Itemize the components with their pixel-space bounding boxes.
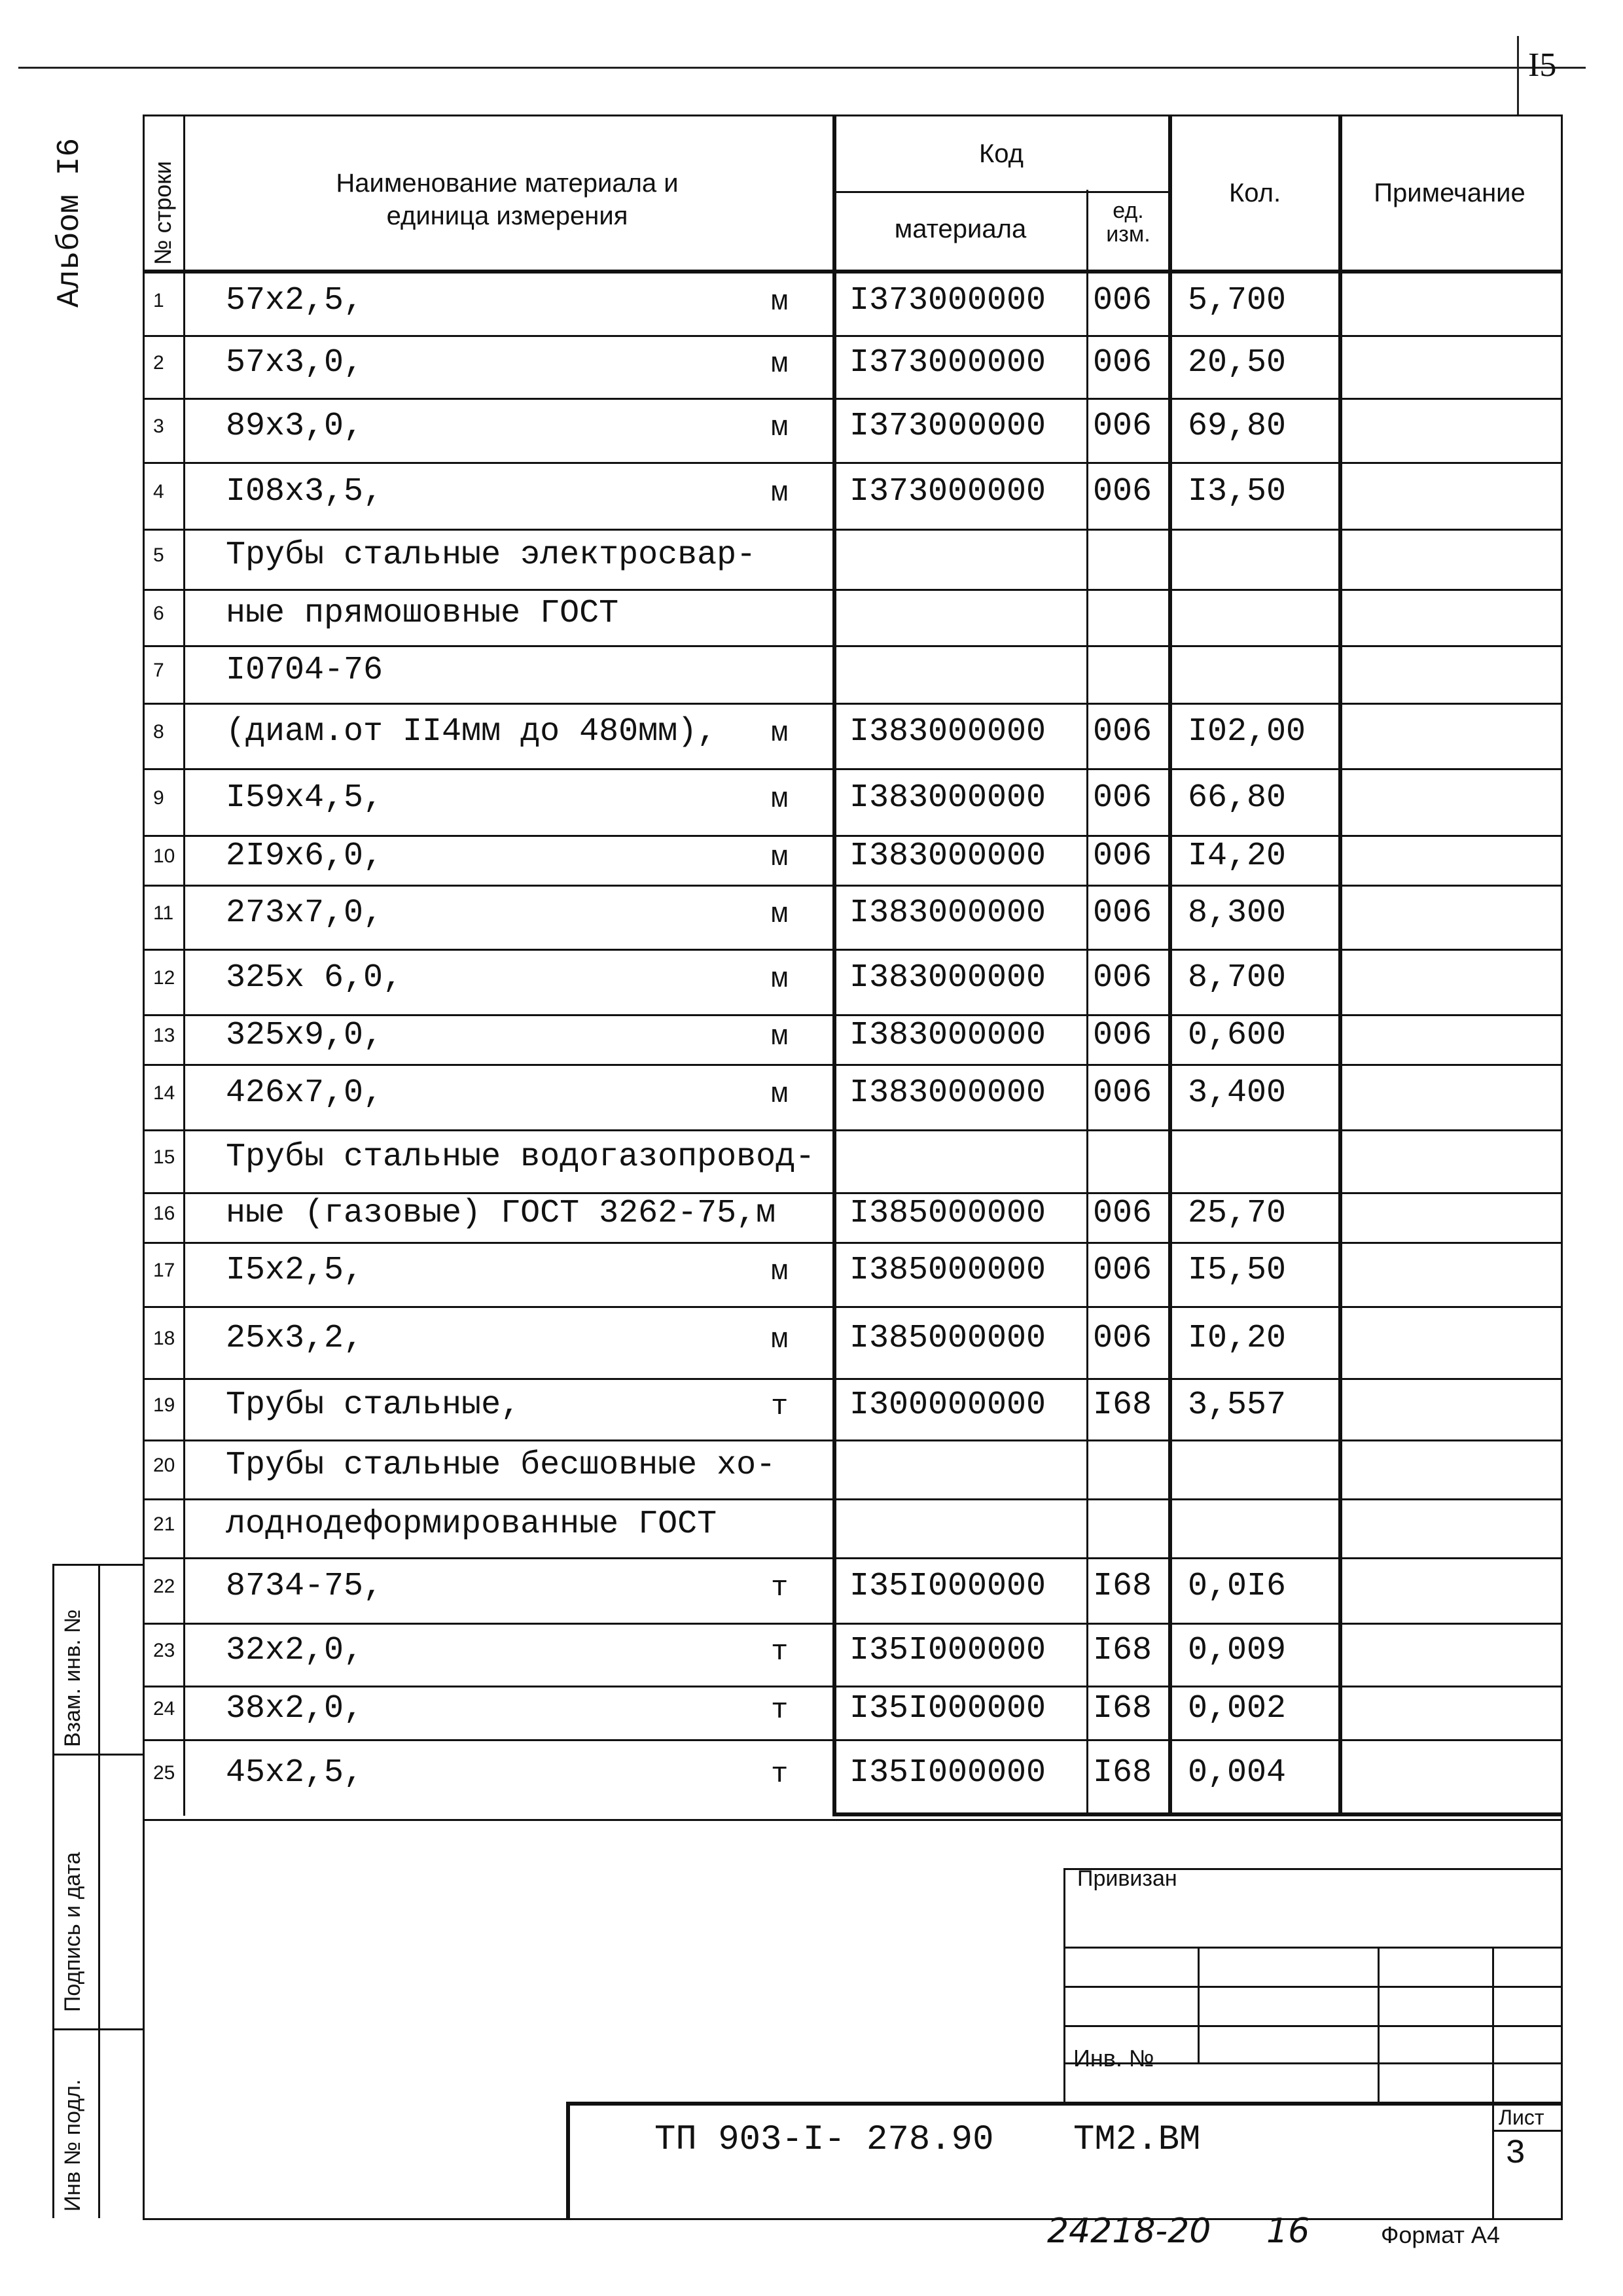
row-divider (143, 1192, 1563, 1194)
vzam-inv-label: Взам. инв. № (60, 1609, 85, 1747)
code-subheader-line (832, 191, 1168, 193)
row-quantity: I3,50 (1188, 473, 1287, 510)
row-material-code: I383000000 (849, 713, 1046, 751)
row-quantity: 66,80 (1188, 779, 1287, 817)
table-top (143, 115, 1563, 116)
header-code-material: материала (894, 215, 1027, 243)
row-divider (143, 462, 1563, 464)
row-divider (143, 1739, 1563, 1741)
row-name: I59x4,5, (226, 779, 383, 817)
row-material-code: I383000000 (849, 779, 1046, 817)
handwritten-number-2: 16 (1266, 2212, 1310, 2251)
row-number: 14 (153, 1082, 175, 1104)
row-name: Трубы стальные электросвар- (226, 537, 757, 574)
row-number: 6 (153, 603, 164, 624)
row-name: 38x2,0, (226, 1690, 364, 1727)
row-unit: т (771, 1758, 789, 1791)
stamp-col-2 (1378, 1947, 1380, 2104)
row-material-code: I383000000 (849, 959, 1046, 997)
row-material-code: I385000000 (849, 1320, 1046, 1357)
row-quantity: 0,004 (1188, 1754, 1287, 1792)
row-material-code: I383000000 (849, 1074, 1046, 1112)
row-number: 23 (153, 1640, 175, 1661)
row-material-code: I385000000 (849, 1252, 1046, 1289)
frame-right (1561, 115, 1563, 2218)
row-unit-code: 006 (1093, 408, 1152, 445)
row-number: 10 (153, 845, 175, 867)
row-number: 5 (153, 544, 164, 566)
row-material-code: I35I000000 (849, 1690, 1046, 1727)
row-material-code: I35I000000 (849, 1754, 1046, 1792)
row-quantity: 3,400 (1188, 1074, 1287, 1112)
row-unit: м (771, 717, 789, 750)
row-material-code: I373000000 (849, 282, 1046, 319)
row-divider (143, 1557, 1563, 1559)
row-unit-code: 006 (1093, 779, 1152, 817)
row-unit: м (771, 286, 789, 319)
row-name: ные (газовые) ГОСТ 3262-75,м (226, 1195, 776, 1232)
header-code: Код (978, 139, 1024, 168)
row-name: 57x3,0, (226, 344, 364, 381)
sheet-label: Лист (1499, 2106, 1544, 2129)
row-name: 325x9,0, (226, 1017, 383, 1054)
row-divider (143, 398, 1563, 400)
stamp-col-3 (1492, 1947, 1494, 2218)
row-number: 13 (153, 1025, 175, 1046)
row-divider (143, 1498, 1563, 1500)
row-unit-code: 006 (1093, 282, 1152, 319)
row-unit: м (771, 1256, 789, 1288)
sheet-number: I5 (1528, 46, 1557, 84)
row-unit: т (771, 1572, 789, 1604)
row-name: Трубы стальные, (226, 1386, 521, 1424)
row-material-code: I373000000 (849, 408, 1046, 445)
row-divider (143, 1686, 1563, 1687)
row-unit-code: I68 (1093, 1754, 1152, 1792)
row-name: I0704-76 (226, 652, 383, 689)
row-unit: м (771, 1078, 789, 1111)
row-name: Трубы стальные водогазопровод- (226, 1139, 815, 1176)
row-unit: т (771, 1694, 789, 1727)
header-note: Примечание (1374, 179, 1525, 207)
row-divider (143, 1242, 1563, 1244)
row-number: 25 (153, 1762, 175, 1784)
row-quantity: 0,009 (1188, 1632, 1287, 1669)
row-name: 8734-75, (226, 1568, 383, 1605)
row-quantity: 25,70 (1188, 1195, 1287, 1232)
document-code-suffix: ТМ2.ВМ (1073, 2120, 1201, 2160)
row-number: 24 (153, 1698, 175, 1720)
frame-left (143, 115, 145, 2218)
row-unit-code: 006 (1093, 713, 1152, 751)
row-material-code: I35I000000 (849, 1568, 1046, 1605)
row-quantity: 0,600 (1188, 1017, 1287, 1054)
privyazan-label: Привизан (1077, 1866, 1177, 1891)
header-code-unit: ед. изм. (1106, 198, 1150, 247)
row-quantity: I5,50 (1188, 1252, 1287, 1289)
row-unit-code: 006 (1093, 1074, 1152, 1112)
stamp-line-2 (1063, 1947, 1563, 1949)
col-line-rowno (183, 115, 185, 1816)
row-name: 57x2,5, (226, 282, 364, 319)
row-unit-code: 006 (1093, 838, 1152, 875)
row-name: лоднодеформированные ГОСТ (226, 1506, 717, 1543)
row-number: 4 (153, 481, 164, 503)
row-number: 2 (153, 352, 164, 374)
row-unit-code: 006 (1093, 1017, 1152, 1054)
stamp-main-top (566, 2102, 1563, 2106)
row-number: 19 (153, 1394, 175, 1416)
row-quantity: I4,20 (1188, 838, 1287, 875)
header-name (190, 167, 825, 232)
row-name: 32x2,0, (226, 1632, 364, 1669)
album-label: Альбом I6 (52, 137, 88, 308)
row-unit: м (771, 898, 789, 931)
row-quantity: 8,300 (1188, 894, 1287, 932)
col-line-note (1338, 115, 1342, 1816)
row-divider (143, 1064, 1563, 1066)
stamp-top (143, 1819, 1563, 1821)
col-line-qty (1168, 115, 1172, 1816)
row-material-code: I383000000 (849, 838, 1046, 875)
row-number: 16 (153, 1203, 175, 1224)
row-divider (143, 835, 1563, 837)
row-number: 8 (153, 721, 164, 743)
row-quantity: 5,700 (1188, 282, 1287, 319)
row-unit: м (771, 1021, 789, 1053)
row-name: 25x3,2, (226, 1320, 364, 1357)
row-unit: м (771, 412, 789, 444)
row-unit: м (771, 963, 789, 996)
row-unit-code: 006 (1093, 959, 1152, 997)
row-divider (143, 1439, 1563, 1441)
row-quantity: 8,700 (1188, 959, 1287, 997)
row-divider (143, 335, 1563, 337)
row-unit-code: 006 (1093, 1252, 1152, 1289)
row-quantity: I0,20 (1188, 1320, 1287, 1357)
row-divider (143, 645, 1563, 647)
row-quantity: 3,557 (1188, 1386, 1287, 1424)
frame-bottom (143, 2218, 1563, 2220)
sheet-value: 3 (1505, 2134, 1526, 2173)
table-bottom (832, 1812, 1563, 1816)
row-unit-code: 006 (1093, 1195, 1152, 1232)
row-number: 7 (153, 660, 164, 681)
row-name: 325x 6,0, (226, 959, 403, 997)
row-divider (143, 1129, 1563, 1131)
stamp-line-3 (1063, 1986, 1563, 1988)
row-divider (143, 1623, 1563, 1625)
row-divider (143, 768, 1563, 770)
handwritten-number: 24218-20 (1047, 2212, 1211, 2251)
row-number: 9 (153, 787, 164, 809)
header-bottom (143, 270, 1563, 274)
row-divider (143, 589, 1563, 591)
row-material-code: I385000000 (849, 1195, 1046, 1232)
row-unit-code: 006 (1093, 894, 1152, 932)
side-panel-left (52, 1564, 54, 2218)
row-unit: м (771, 1324, 789, 1356)
row-quantity: I02,00 (1188, 713, 1306, 751)
row-name: 2I9x6,0, (226, 838, 383, 875)
row-number: 21 (153, 1513, 175, 1535)
row-number: 1 (153, 290, 164, 311)
row-material-code: I383000000 (849, 894, 1046, 932)
row-unit-code: I68 (1093, 1632, 1152, 1669)
row-number: 22 (153, 1576, 175, 1597)
sheet-number-divider (1517, 36, 1519, 115)
row-name: I5x2,5, (226, 1252, 364, 1289)
row-unit-code: 006 (1093, 1320, 1152, 1357)
row-name: Трубы стальные бесшовные хо- (226, 1447, 776, 1484)
row-unit-code: I68 (1093, 1690, 1152, 1727)
row-number: 15 (153, 1146, 175, 1168)
document-code: ТП 903-I- 278.90 (654, 2120, 994, 2160)
header-name-text: Наименование материала и единица измерения (336, 169, 679, 230)
row-number: 3 (153, 415, 164, 437)
row-number: 12 (153, 967, 175, 989)
row-quantity: 0,0I6 (1188, 1568, 1287, 1605)
row-name: 89x3,0, (226, 408, 364, 445)
row-quantity: 20,50 (1188, 344, 1287, 381)
row-unit: м (771, 348, 789, 381)
row-material-code: I373000000 (849, 344, 1046, 381)
inv-no-label: Инв. № (1073, 2045, 1154, 2072)
row-material-code: I300000000 (849, 1386, 1046, 1424)
row-unit-code: 006 (1093, 473, 1152, 510)
row-material-code: I383000000 (849, 1017, 1046, 1054)
format-label: Формат А4 (1381, 2221, 1500, 2248)
podpis-data-label: Подпись и дата (60, 1852, 85, 2012)
stamp-main-left (566, 2102, 570, 2218)
row-name: 273x7,0, (226, 894, 383, 932)
row-quantity: 69,80 (1188, 408, 1287, 445)
top-rule (18, 67, 1586, 69)
row-name: 45x2,5, (226, 1754, 364, 1792)
row-number: 17 (153, 1260, 175, 1281)
header-qty: Кол. (1228, 179, 1281, 207)
col-line-ed (1086, 190, 1088, 1816)
stamp-list-div (1492, 2130, 1563, 2132)
row-unit: т (771, 1636, 789, 1669)
stamp-line-4 (1063, 2025, 1563, 2027)
stamp-col-1 (1198, 1947, 1200, 2064)
row-divider (143, 949, 1563, 951)
row-number: 11 (153, 902, 174, 924)
row-name: 426x7,0, (226, 1074, 383, 1112)
row-divider (143, 1378, 1563, 1380)
row-material-code: I35I000000 (849, 1632, 1046, 1669)
row-name: I08x3,5, (226, 473, 383, 510)
row-quantity: 0,002 (1188, 1690, 1287, 1727)
row-name: (диам.от II4мм до 480мм), (226, 713, 717, 751)
row-unit-code: I68 (1093, 1568, 1152, 1605)
col-line-code (832, 115, 836, 1816)
row-number: 20 (153, 1455, 175, 1476)
row-number: 18 (153, 1328, 175, 1349)
row-divider (143, 885, 1563, 887)
row-unit: м (771, 477, 789, 510)
row-name: ные прямошовные ГОСТ (226, 595, 619, 632)
inv-podl-label: Инв № подл. (60, 2079, 85, 2212)
row-divider (143, 529, 1563, 531)
row-unit: т (771, 1390, 789, 1423)
row-divider (143, 703, 1563, 705)
row-unit-code: I68 (1093, 1386, 1152, 1424)
header-row-no: № строки (149, 160, 176, 265)
row-divider (143, 1014, 1563, 1016)
row-material-code: I373000000 (849, 473, 1046, 510)
side-panel-mid (98, 1564, 100, 2218)
row-unit: м (771, 841, 789, 874)
row-unit: м (771, 783, 789, 816)
row-unit-code: 006 (1093, 344, 1152, 381)
row-divider (143, 1306, 1563, 1308)
